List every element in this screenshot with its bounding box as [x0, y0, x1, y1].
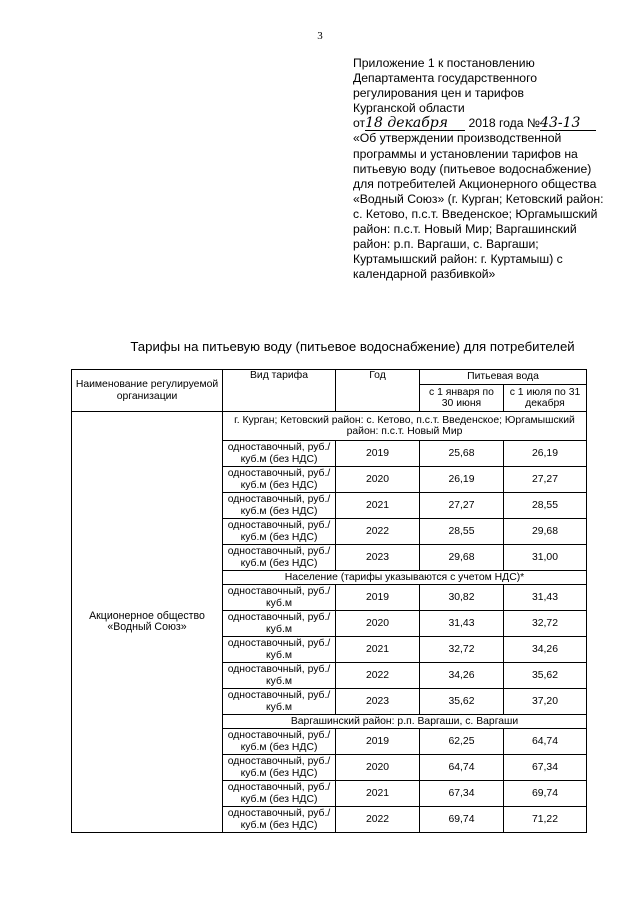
- tariff-type-cell: одноставочный, руб./куб.м: [223, 611, 336, 637]
- year-cell: 2019: [336, 729, 420, 755]
- period-2-value: 31,00: [504, 545, 587, 571]
- annex-date-line: [353, 116, 613, 131]
- year-cell: 2022: [336, 807, 420, 833]
- section-row: [72, 412, 587, 441]
- annex-line-4: Курганской области: [353, 101, 465, 116]
- tariff-type-cell: одноставочный, руб./куб.м (без НДС): [223, 545, 336, 571]
- year-cell: 2023: [336, 689, 420, 715]
- period-1-value: 31,43: [420, 611, 504, 637]
- tariff-type-cell: одноставочный, руб./куб.м: [223, 637, 336, 663]
- tariff-type-cell: одноставочный, руб./куб.м (без НДС): [223, 493, 336, 519]
- tariff-type-cell: одноставочный, руб./куб.м (без НДС): [223, 441, 336, 467]
- tariff-type-cell: одноставочный, руб./куб.м (без НДС): [223, 781, 336, 807]
- tariff-type-cell: одноставочный, руб./куб.м: [223, 689, 336, 715]
- tariffs-table: [71, 369, 587, 833]
- tariff-type-cell: одноставочный, руб./куб.м (без НДС): [223, 729, 336, 755]
- period-1-value: 35,62: [420, 689, 504, 715]
- period-1-value: 25,68: [420, 441, 504, 467]
- period-2-value: 29,68: [504, 519, 587, 545]
- period-2-value: 71,22: [504, 807, 587, 833]
- tariff-type-cell: одноставочный, руб./куб.м (без НДС): [223, 467, 336, 493]
- period-2-value: 27,27: [504, 467, 587, 493]
- handwritten-number: 43-13: [540, 117, 596, 131]
- period-1-value: 64,74: [420, 755, 504, 781]
- period-2-value: 37,20: [504, 689, 587, 715]
- year-cell: 2019: [336, 585, 420, 611]
- period-1-value: 69,74: [420, 807, 504, 833]
- period-1-value: 28,55: [420, 519, 504, 545]
- period-1-value: 27,27: [420, 493, 504, 519]
- year-cell: 2020: [336, 611, 420, 637]
- period-2-value: 31,43: [504, 585, 587, 611]
- period-2-value: 64,74: [504, 729, 587, 755]
- year-cell: 2020: [336, 467, 420, 493]
- annex-line-2: Департамента государственного: [353, 71, 538, 86]
- organization-name: Акционерное общество «Водный Союз»: [72, 412, 223, 833]
- header-org: Наименование регулируемой организации: [72, 370, 223, 412]
- period-2-value: 26,19: [504, 441, 587, 467]
- period-1-value: 26,19: [420, 467, 504, 493]
- period-2-value: 32,72: [504, 611, 587, 637]
- annex-line-1: Приложение 1 к постановлению: [353, 56, 535, 70]
- header-water: Питьевая вода: [420, 370, 587, 385]
- header-period-2: с 1 июля по 31 декабря: [504, 385, 587, 412]
- tariff-type-cell: одноставочный, руб./куб.м (без НДС): [223, 519, 336, 545]
- period-1-value: 29,68: [420, 545, 504, 571]
- period-1-value: 30,82: [420, 585, 504, 611]
- section-title: г. Курган; Кетовский район: с. Кетово, п.с.т. Введенское; Юргамышский район: п.с.т. Новый Мир: [223, 412, 587, 441]
- year-cell: 2022: [336, 519, 420, 545]
- header-year: Год: [336, 370, 420, 412]
- tariff-type-cell: одноставочный, руб./куб.м: [223, 585, 336, 611]
- header-type: Вид тарифа: [223, 370, 336, 412]
- tariff-type-cell: одноставочный, руб./куб.м (без НДС): [223, 755, 336, 781]
- year-cell: 2023: [336, 545, 420, 571]
- from-prefix: от: [353, 116, 366, 131]
- tariff-type-cell: одноставочный, руб./куб.м: [223, 663, 336, 689]
- year-cell: 2022: [336, 663, 420, 689]
- header-period-1: с 1 января по 30 июня: [420, 385, 504, 412]
- annex-line-3: регулирования цен и тарифов: [353, 86, 524, 101]
- annex-block: [353, 56, 613, 282]
- year-cell: 2019: [336, 441, 420, 467]
- period-2-value: 28,55: [504, 493, 587, 519]
- year-text: 2018 года №: [468, 116, 541, 131]
- period-1-value: 62,25: [420, 729, 504, 755]
- year-cell: 2021: [336, 781, 420, 807]
- section-title: Население (тарифы указываются с учетом НДС)*: [223, 571, 587, 585]
- year-cell: 2021: [336, 493, 420, 519]
- period-2-value: 35,62: [504, 663, 587, 689]
- period-2-value: 67,34: [504, 755, 587, 781]
- page-number: 3: [317, 30, 323, 42]
- year-cell: 2020: [336, 755, 420, 781]
- section-title: Варгашинский район: р.п. Варгаши, с. Варгаши: [223, 715, 587, 729]
- period-1-value: 67,34: [420, 781, 504, 807]
- annex-subject: «Об утверждении производственной программы и установлении тарифов на питьевую воду (питьевое водоснабжение) для потребителей Акционерного общества «Водный Союз» (г. Курган; Кетовский район: с. Кетово, п.с.т. Введенское; Юргамышский район: п.с.т. Новый Мир; Варгашинский район: р.п. Варгаши, с. Варгаши; Куртамышский район: г. Куртамыш) с календарной разбивкой»: [353, 131, 604, 282]
- tariff-type-cell: одноставочный, руб./куб.м (без НДС): [223, 807, 336, 833]
- period-2-value: 34,26: [504, 637, 587, 663]
- period-1-value: 32,72: [420, 637, 504, 663]
- table-title: Тарифы на питьевую воду (питьевое водоснабжение) для потребителей: [130, 339, 575, 354]
- period-1-value: 34,26: [420, 663, 504, 689]
- period-2-value: 69,74: [504, 781, 587, 807]
- handwritten-date: 18 декабря: [365, 117, 465, 131]
- year-cell: 2021: [336, 637, 420, 663]
